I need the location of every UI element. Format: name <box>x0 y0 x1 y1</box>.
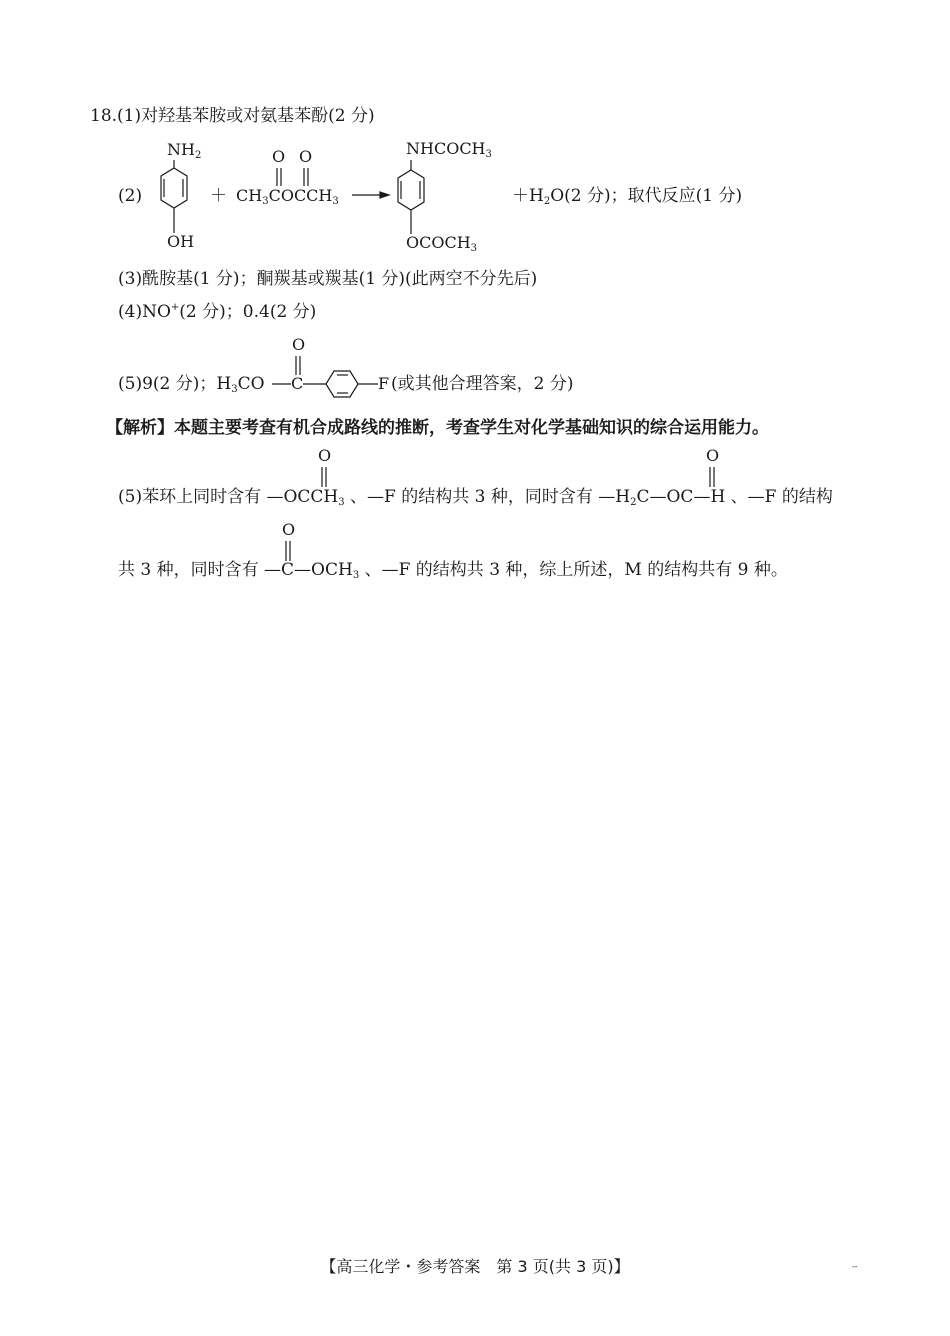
structure-drawings <box>0 0 950 620</box>
reagent-anhydride: $CH_3COCCH_3$ <box>236 186 339 207</box>
reagent-carbonyl-o1: O <box>272 147 286 166</box>
answer-5: (5)9(2 分)；$H_3CO$ <box>118 374 265 395</box>
benzene-ring-reactant <box>161 160 187 233</box>
answer-4: (4)NO+(2 分)；0.4(2 分) <box>118 302 317 322</box>
answer-3: (3)酰胺基(1 分)；酮羰基或羰基(1 分)(此两空不分先后) <box>118 269 538 289</box>
benzene-ring-answer-5 <box>326 371 358 397</box>
page-footer: 【高三化学・参考答案 第 3 页(共 3 页)】 <box>320 1257 630 1276</box>
benzene-ring-product <box>398 160 424 234</box>
product-nhcoch3: $NHCOCH_3$ <box>406 139 492 160</box>
analysis-heading: 【解析】本题主要考查有机合成路线的推断，考查学生对化学基础知识的综合运用能力。 <box>106 418 769 438</box>
plus-sign: ＋ <box>210 186 227 206</box>
analysis-line-1: (5)苯环上同时含有 $—OCCH_3$ 、—F 的结构共 3 种，同时含有 $—H_2C—OC—H$ 、—F 的结构 <box>118 487 833 508</box>
corner-mark: -- <box>852 1262 858 1271</box>
answer-2-number: (2) <box>118 186 143 206</box>
reactant-oh: OH <box>167 232 195 251</box>
formate-carbonyl-o: O <box>706 446 720 465</box>
reactant-nh2: $NH_2$ <box>167 140 202 161</box>
ester-carbon: C <box>291 374 304 393</box>
answer-1: 18.(1)对羟基苯胺或对氨基苯酚(2 分) <box>90 106 375 126</box>
byproduct-water: $+H_2O(2$ 分)；取代反应(1 分) <box>512 186 743 207</box>
product-ococh3: $OCOCH_3$ <box>406 233 478 254</box>
fluoro-substituent: F <box>378 374 390 393</box>
methyl-ester-carbonyl-o: O <box>282 520 296 539</box>
ester-carbonyl-o: O <box>292 335 306 354</box>
analysis-line-2: 共 3 种，同时含有 $—C—OCH_3$ 、—F 的结构共 3 种，综上所述，M 的结构共有 9 种。 <box>118 560 788 581</box>
reagent-carbonyl-o2: O <box>299 147 313 166</box>
answer-5-note: (或其他合理答案，2 分) <box>391 374 574 394</box>
acetoxy-carbonyl-o: O <box>318 446 332 465</box>
